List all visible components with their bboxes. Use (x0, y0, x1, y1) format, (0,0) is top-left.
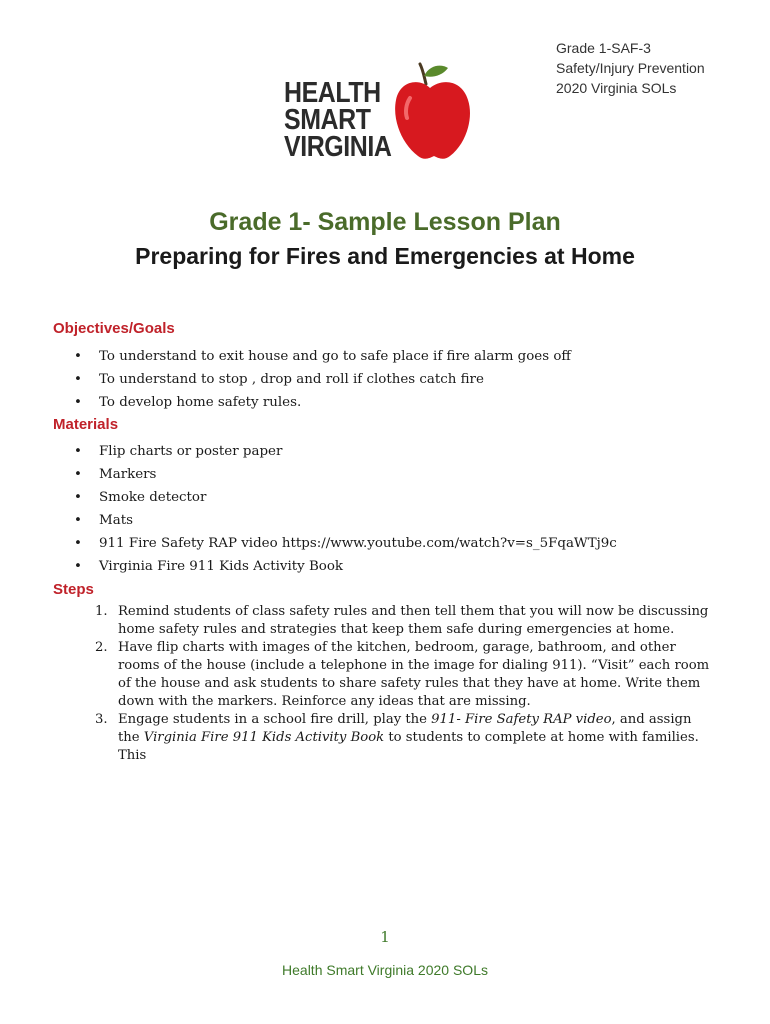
step-number: 1. (95, 604, 108, 619)
footer-text: Health Smart Virginia 2020 SOLs (282, 962, 488, 978)
step-item (93, 603, 713, 639)
activity-book-title: Virginia Fire 911 Kids Activity Book (143, 730, 385, 745)
objectives-list (72, 345, 571, 414)
list-item: • Virginia Fire 911 Kids Activity Book (72, 555, 617, 578)
list-item: • 911 Fire Safety RAP video https://www.youtube.com/watch?v=s_5FqaWTj9c (72, 532, 617, 555)
step-number: 3. (95, 712, 108, 727)
lesson-subtitle: Preparing for Fires and Emergencies at Home (135, 243, 635, 269)
header-tag (556, 38, 705, 98)
list-item: • To understand to stop , drop and roll if clothes catch fire (72, 368, 571, 391)
header-subject: Safety/Injury Prevention (556, 60, 705, 76)
apple-icon (390, 62, 474, 164)
logo-word-virginia: VIRGINIA (284, 131, 392, 163)
header-grade-code: Grade 1-SAF-3 (556, 40, 651, 56)
list-item: • To develop home safety rules. (72, 391, 571, 414)
steps-list (93, 603, 713, 765)
step-item (93, 639, 713, 711)
logo-wordmark (284, 77, 392, 163)
materials-list (72, 440, 617, 578)
health-smart-virginia-logo (284, 66, 484, 166)
header-standards: 2020 Virginia SOLs (556, 80, 677, 96)
list-item: • Markers (72, 463, 617, 486)
step-text-part: to students to complete at home with families. This (118, 730, 699, 763)
steps-heading: Steps (53, 581, 94, 598)
logo-word-health: HEALTH (284, 77, 381, 109)
step-text: Have flip charts with images of the kitchen, bedroom, garage, bathroom, and other rooms of the house (include a telephone in the image for dialing 911). “Visit” each room of the house and ask students to share safety rules that they have at home. Write them down with the markers. Reinforce any ideas that are missing. (118, 640, 710, 709)
list-item: • Flip charts or poster paper (72, 440, 617, 463)
list-item: • Mats (72, 509, 617, 532)
step-number: 2. (95, 640, 108, 655)
page-number: 1 (380, 928, 390, 946)
list-item: • To understand to exit house and go to safe place if fire alarm goes off (72, 345, 571, 368)
lesson-title: Grade 1- Sample Lesson Plan (209, 208, 561, 236)
video-title: 911- Fire Safety RAP video (431, 712, 612, 727)
objectives-heading: Objectives/Goals (53, 320, 175, 337)
logo-word-smart: SMART (284, 104, 371, 136)
step-text: Remind students of class safety rules and then tell them that you will now be discussing home safety rules and strategies that keep them safe during emergencies at home. (118, 604, 709, 637)
materials-heading: Materials (53, 416, 119, 433)
step-text-part: , and assign the (118, 712, 692, 745)
step-text-part: Engage students in a school fire drill, play the (118, 712, 432, 727)
step-item (93, 711, 713, 765)
list-item: • Smoke detector (72, 486, 617, 509)
